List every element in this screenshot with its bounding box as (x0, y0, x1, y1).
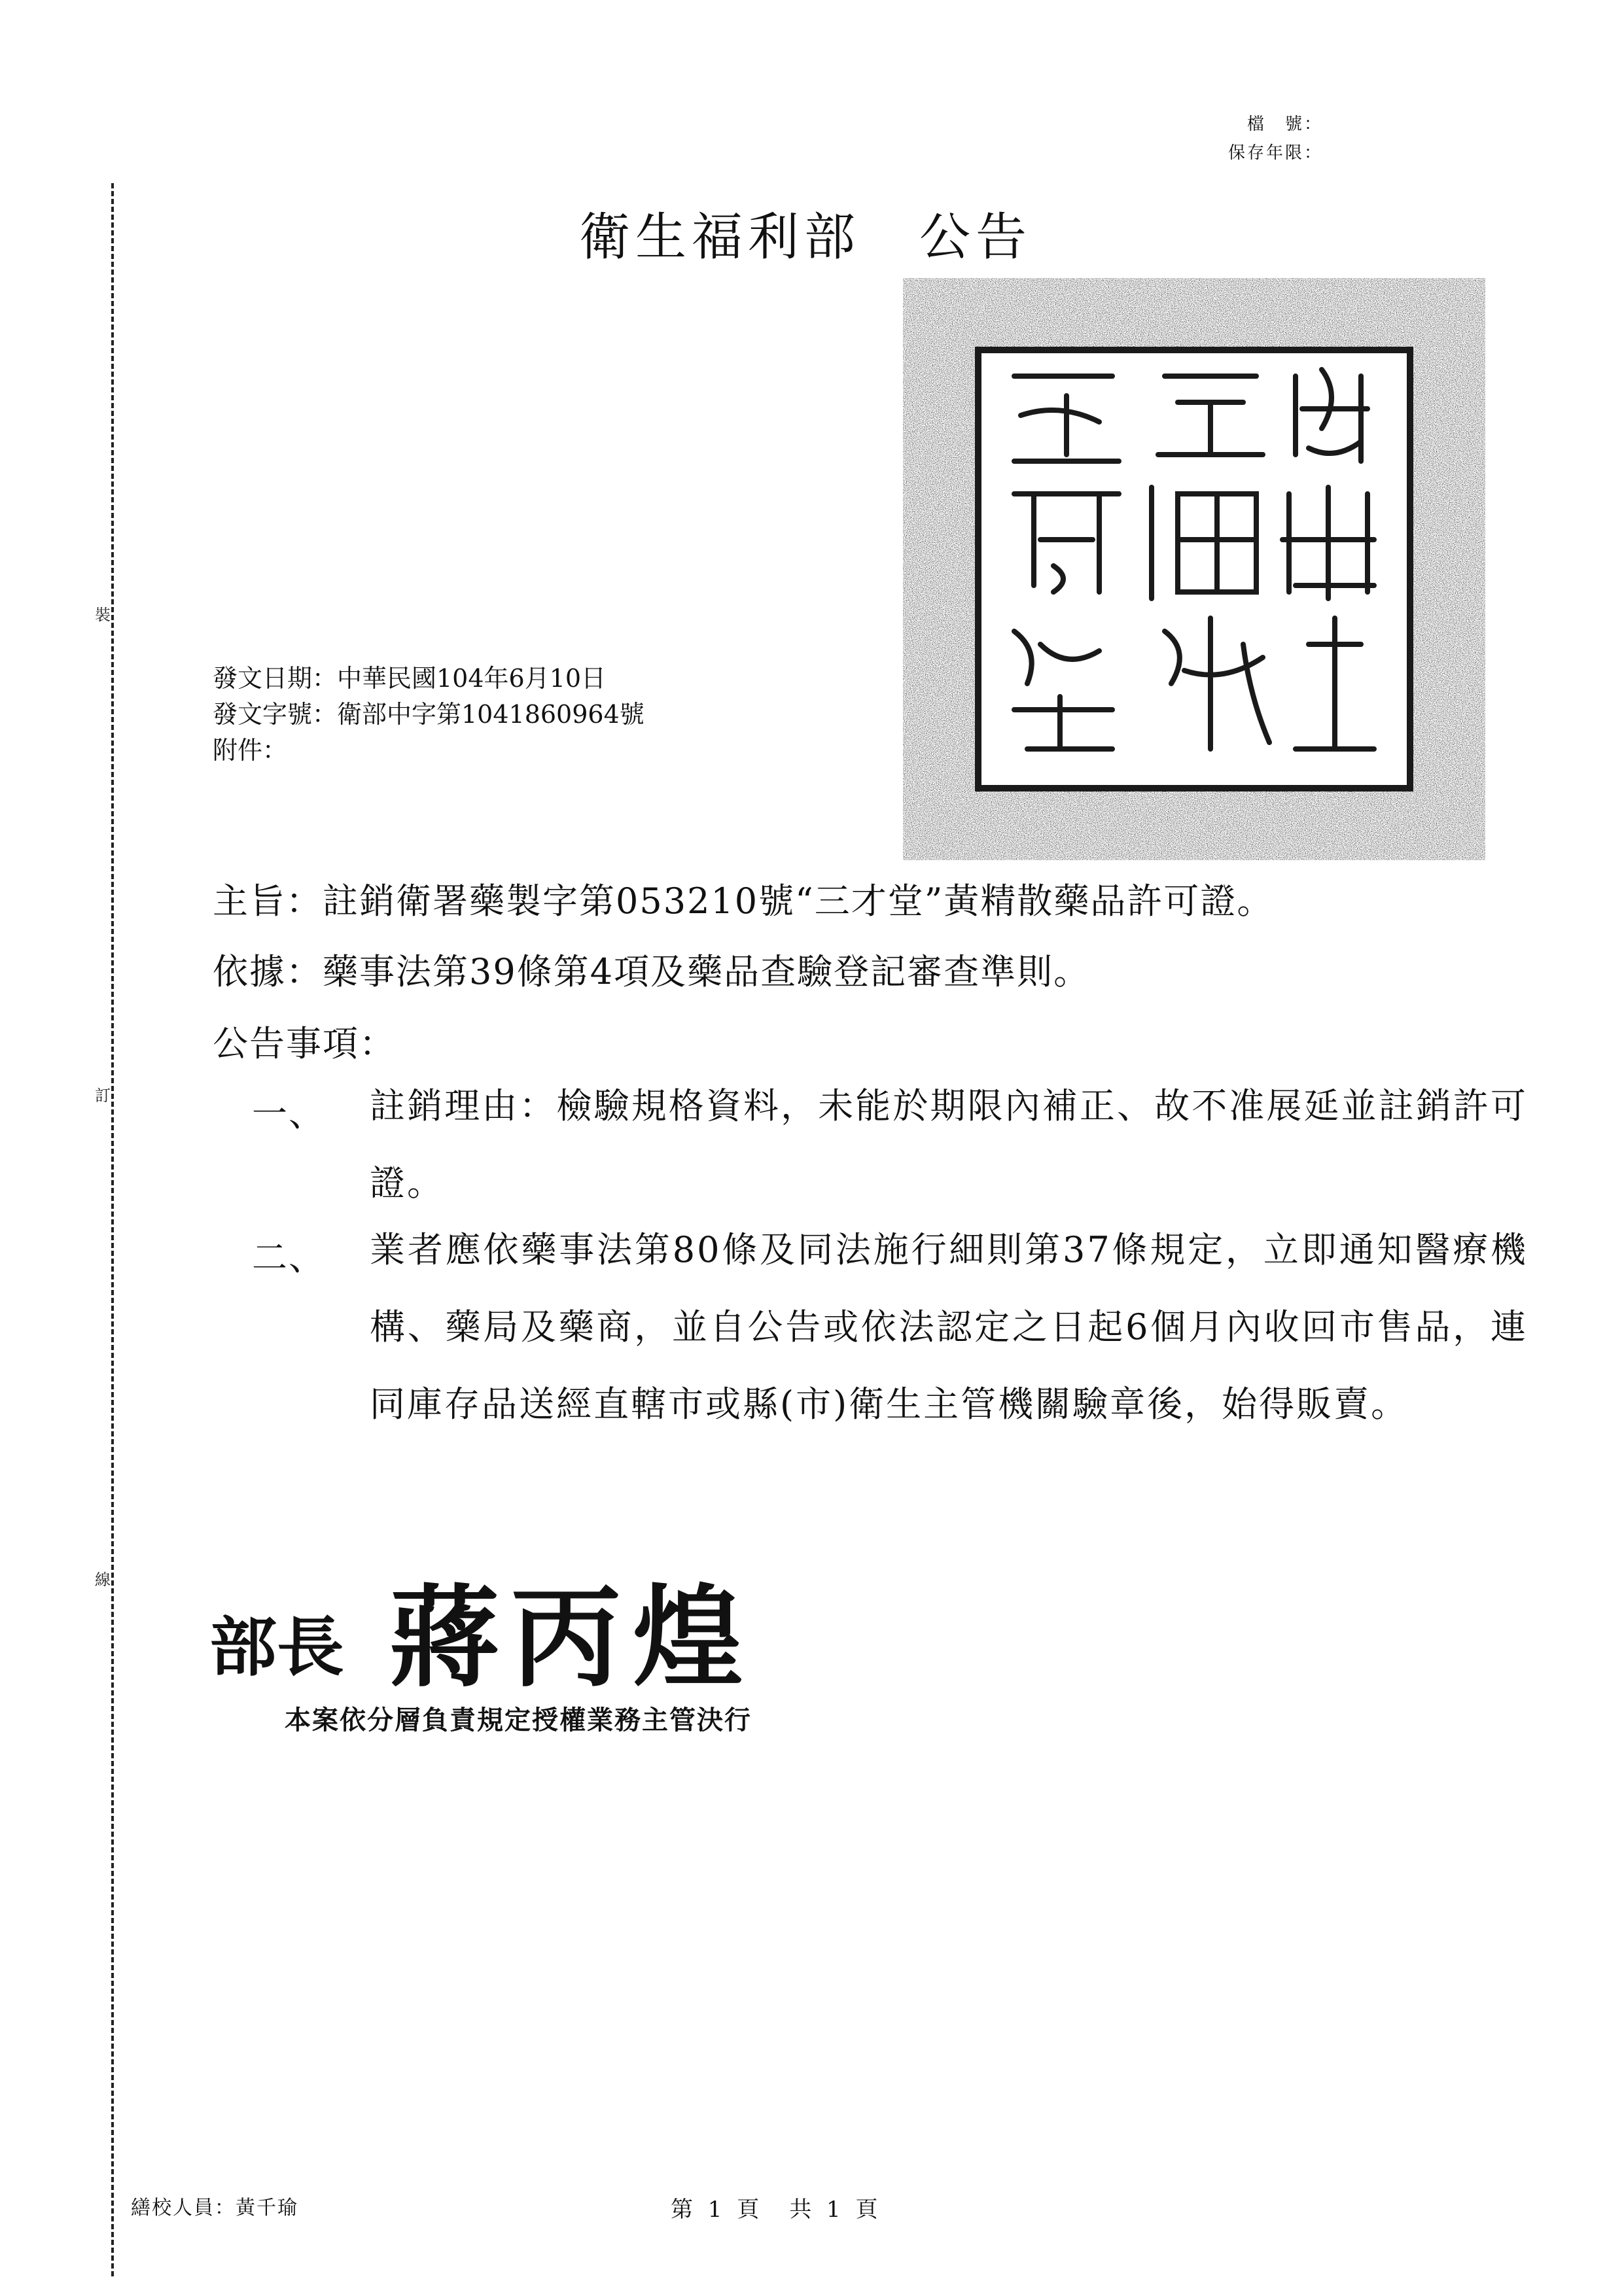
signature-title: 部長 (209, 1610, 344, 1685)
proofreader: 繕校人員：黃千瑜 (131, 2197, 298, 2219)
notice-item-number: 二、 (252, 1237, 325, 1278)
document-type: 公告 (919, 208, 1033, 267)
minister-signature (209, 1550, 867, 1702)
issue-date: 發文日期：中華民國104年6月10日 (213, 664, 607, 693)
binding-dashed-line (111, 183, 114, 2276)
signature-name: 蔣丙煌 (389, 1574, 754, 1702)
binding-label-mid: 訂 (95, 1087, 111, 1105)
document-meta (213, 661, 644, 769)
archive-fields (1228, 110, 1323, 167)
basis-line: 依據：藥事法第39條第4項及藥品查驗登記審查準則。 (213, 951, 1091, 992)
delegation-note: 本案依分層負責規定授權業務主管決行 (285, 1705, 752, 1735)
notice-header: 公告事項： (213, 1023, 396, 1064)
official-seal-stamp (903, 278, 1485, 860)
binding-label-top: 裝 (95, 606, 111, 624)
notice-item-number: 一、 (252, 1093, 325, 1134)
reference-number: 發文字號：衛部中字第1041860964號 (213, 700, 644, 729)
subject-line: 主旨：註銷衛署藥製字第053210號“三才堂”黃精散藥品許可證。 (213, 880, 1274, 922)
attachment-label: 附件： (213, 736, 288, 765)
notice-item-text: 業者應依藥事法第80條及同法施行細則第37條規定，立即通知醫療機構、藥局及藥商，並自公告或依法認定之日起6個月內收回市售品，連同庫存品送經直轄市或縣(市)衛生主管機關驗章後，始得販賣。 (370, 1229, 1528, 1425)
notice-item-text: 註銷理由：檢驗規格資料，未能於期限內補正、故不准展延並註銷許可證。 (370, 1085, 1528, 1204)
agency-name: 衛生福利部 (579, 208, 861, 267)
retention-period-label: 保存年限： (1227, 143, 1323, 163)
file-number-label: 檔 號： (1246, 114, 1323, 134)
page-number: 第 1 頁 共 1 頁 (671, 2197, 882, 2223)
binding-label-bottom: 線 (95, 1571, 111, 1589)
page-title (579, 196, 1032, 270)
